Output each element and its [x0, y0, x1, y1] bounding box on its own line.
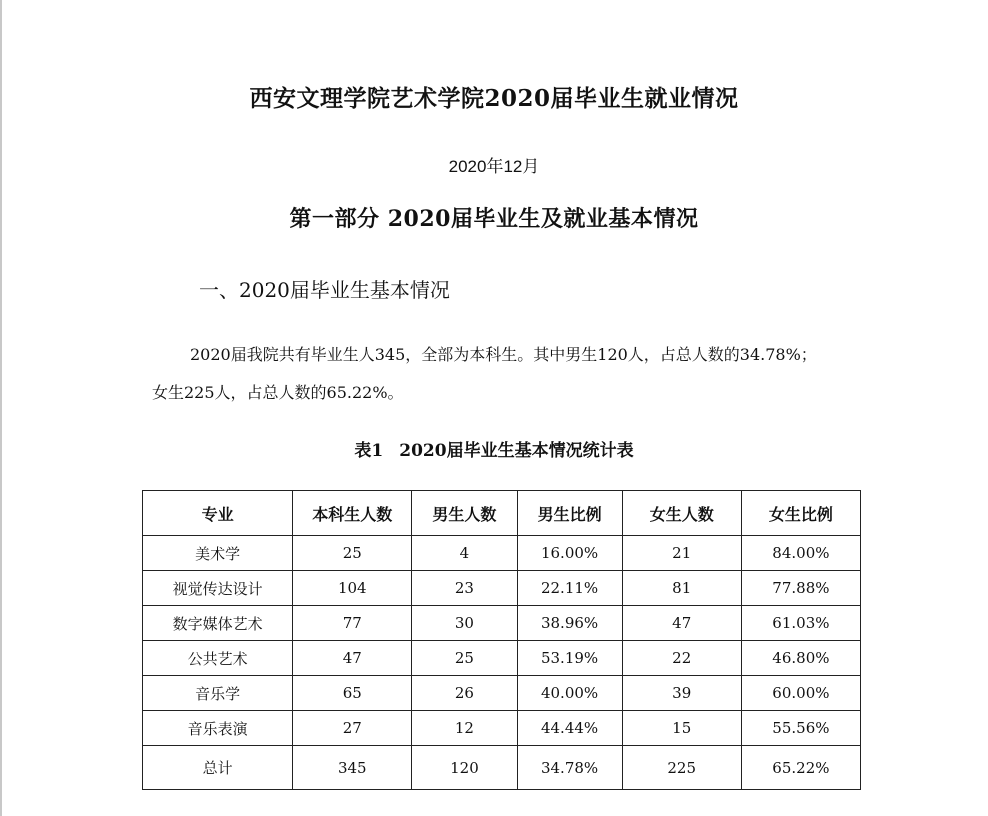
cell-undergrad-count: 25 — [293, 536, 412, 571]
cell-male-ratio: 44.44% — [517, 711, 622, 746]
cell-female-ratio: 46.80% — [741, 641, 860, 676]
cell-male-count: 23 — [412, 571, 517, 606]
cell-undergrad-count: 27 — [293, 711, 412, 746]
cell-undergrad-count: 65 — [293, 676, 412, 711]
table-caption-title: 2020届毕业生基本情况统计表 — [399, 441, 634, 461]
cell-male-count: 30 — [412, 606, 517, 641]
cell-male-count: 25 — [412, 641, 517, 676]
part-title: 第一部分 2020届毕业生及就业基本情况 — [289, 206, 699, 232]
table-caption-number: 表1 — [354, 441, 384, 461]
graduate-stats-table — [142, 490, 861, 790]
cell-female-ratio: 61.03% — [741, 606, 860, 641]
cell-female-count: 47 — [622, 606, 741, 641]
cell-female-count: 22 — [622, 641, 741, 676]
cell-female-ratio: 60.00% — [741, 676, 860, 711]
total-label: 总计 — [143, 746, 293, 790]
cell-male-ratio: 38.96% — [517, 606, 622, 641]
cell-female-count: 39 — [622, 676, 741, 711]
cell-female-count: 81 — [622, 571, 741, 606]
cell-major: 音乐表演 — [143, 711, 293, 746]
table-row — [143, 711, 861, 746]
header-female-count: 女生人数 — [622, 491, 741, 536]
cell-male-ratio: 22.11% — [517, 571, 622, 606]
cell-major: 音乐学 — [143, 676, 293, 711]
cell-undergrad-count: 47 — [293, 641, 412, 676]
total-female-ratio: 65.22% — [741, 746, 860, 790]
cell-major: 美术学 — [143, 536, 293, 571]
cell-undergrad-count: 104 — [293, 571, 412, 606]
header-female-ratio: 女生比例 — [741, 491, 860, 536]
header-undergrad-count: 本科生人数 — [293, 491, 412, 536]
page-left-edge — [0, 0, 2, 816]
table-row — [143, 641, 861, 676]
section-heading: 一、2020届毕业生基本情况 — [199, 278, 450, 302]
cell-undergrad-count: 77 — [293, 606, 412, 641]
table-row — [143, 571, 861, 606]
header-male-count: 男生人数 — [412, 491, 517, 536]
table-row — [143, 536, 861, 571]
document-title: 西安文理学院艺术学院2020届毕业生就业情况 — [249, 85, 739, 112]
cell-male-count: 26 — [412, 676, 517, 711]
total-male-ratio: 34.78% — [517, 746, 622, 790]
header-major: 专业 — [143, 491, 293, 536]
cell-major: 视觉传达设计 — [143, 571, 293, 606]
cell-female-count: 21 — [622, 536, 741, 571]
table-caption — [0, 436, 988, 461]
cell-female-ratio: 84.00% — [741, 536, 860, 571]
table-header-row — [143, 491, 861, 536]
cell-male-count: 4 — [412, 536, 517, 571]
cell-male-ratio: 53.19% — [517, 641, 622, 676]
document-date: 2020年12月 — [448, 157, 540, 176]
cell-major: 公共艺术 — [143, 641, 293, 676]
total-female-count: 225 — [622, 746, 741, 790]
header-male-ratio: 男生比例 — [517, 491, 622, 536]
cell-female-ratio: 55.56% — [741, 711, 860, 746]
table-row — [143, 606, 861, 641]
cell-female-ratio: 77.88% — [741, 571, 860, 606]
table-row — [143, 676, 861, 711]
cell-female-count: 15 — [622, 711, 741, 746]
cell-male-ratio: 16.00% — [517, 536, 622, 571]
cell-major: 数字媒体艺术 — [143, 606, 293, 641]
summary-paragraph: 2020届我院共有毕业生人345，全部为本科生。其中男生120人，占总人数的34.78%；女生225人，占总人数的65.22%。 — [152, 345, 817, 402]
cell-male-ratio: 40.00% — [517, 676, 622, 711]
table-total-row — [143, 746, 861, 790]
total-undergrad-count: 345 — [293, 746, 412, 790]
total-male-count: 120 — [412, 746, 517, 790]
cell-male-count: 12 — [412, 711, 517, 746]
